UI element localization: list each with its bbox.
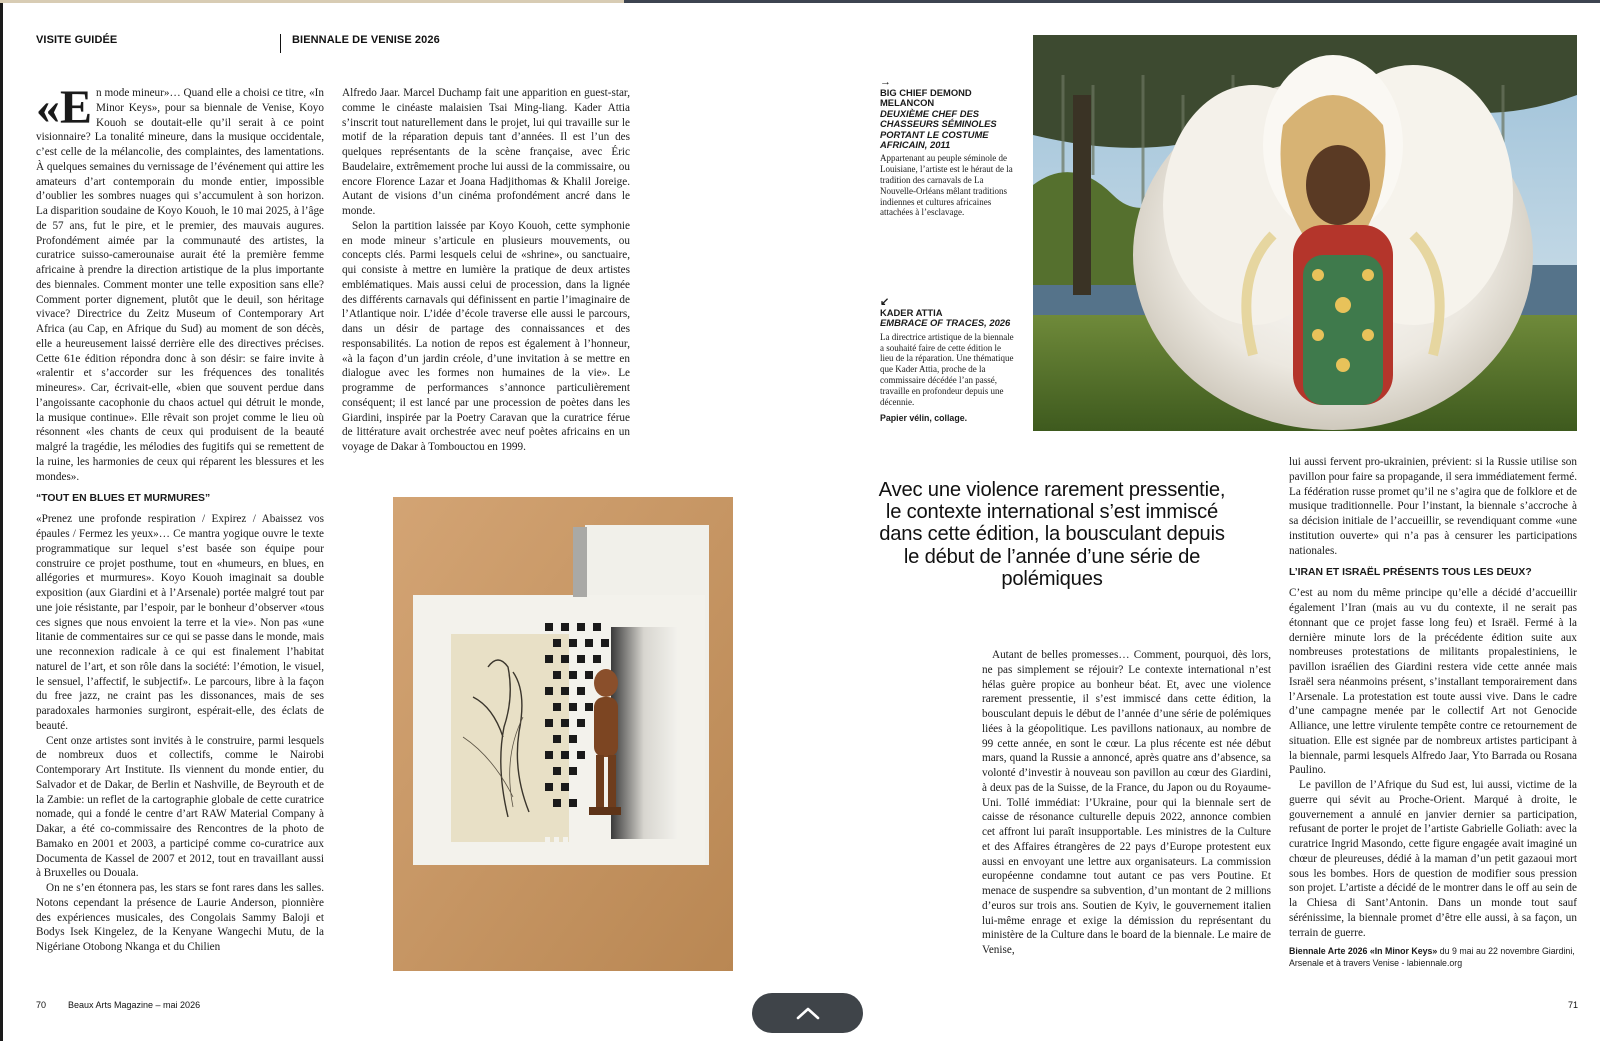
reading-progress-fill: [0, 0, 624, 3]
rubric-divider: [280, 34, 281, 53]
photo-caption: [880, 76, 1014, 218]
arrow-down-left-icon: ↙: [880, 296, 890, 308]
page-edge: [0, 3, 3, 1041]
pull-quote: Avec une violence rarement pressentie, le contexte international s’est immiscé dans cette édition, la bousculant depuis le début de l’année d’une série de polémiques: [878, 479, 1226, 590]
scroll-to-top-button[interactable]: [752, 993, 863, 1033]
carnival-costume-photo: [1033, 35, 1577, 431]
arrow-right-icon: →: [880, 76, 891, 88]
caption-title: DEUXIÈME CHEF DES CHASSEURS SÉMINOLES PORTANT LE COSTUME AFRICAIN, 2011: [880, 107, 997, 151]
reading-progress-bar: [0, 0, 1600, 3]
paragraph: Alfredo Jaar. Marcel Duchamp fait une apparition en guest-star, comme le cinéaste malaisien Tsai Ming-liang. Kader Attia s’inscrit tout naturellement dans le projet, lui qui travaille sur le motif de la réparation depuis tant d’années. Il est l’un des quelques représentants de la scène française, avec Éric Baudelaire, extrêmement proche lui aussi de la commissaire, ou encore Florence Lazar et Joana Hadjithomas & Khalil Joreige. Autant de visions d’un cinéma profondément ancré dans le monde.: [342, 87, 630, 217]
artwork-collage-image: [393, 497, 733, 971]
caption-medium: Papier vélin, collage.: [880, 413, 968, 424]
page-number-right: 71: [1568, 1000, 1579, 1010]
paragraph: On ne s’en étonnera pas, les stars se font rares dans les salles. Notons cependant la présence de Laurie Anderson, pionnière des expériences musicales, des Congolais Sammy Baloji et Bodys Isek Kingelez, de la Kenyane Wangechi Mutu, de la Nigériane Otobong Nkanga et du Chilien: [36, 882, 324, 953]
photo-illustration: [1033, 35, 1577, 431]
article-column-1: [36, 81, 324, 955]
paragraph: C’est au nom du même principe qu’elle a décidé d’accueillir également l’Iran (mais au vu du contexte, il ne serait pas étonnant que ce projet fasse long feu) et Israël. Fermé à la dernière minute lors de la précédente édition suite aux nombreuses protestations de militants propalestiniens, le pavillon israélien des Giardini restera vide cette année mais Israël sera néanmoins présent, s’installant temporairement dans l’Arsenale. La protestation est toute aussi vive. Dans le cadre d’une campagne menée par le collectif Art not Genocide Alliance, une lettre virulente tempête contre ce retournement de situation. Elle est signée par de nombreux artistes participant à la biennale, parmi lesquels Alfredo Jaar, Yto Barrada ou Rosana Paulino.: [1289, 587, 1577, 777]
subheading-iran-israel: L’IRAN ET ISRAËL PRÉSENTS TOUS LES DEUX?: [1289, 567, 1532, 579]
article-column-3: [982, 648, 1271, 958]
subheading-blues: “TOUT EN BLUES ET MURMURES”: [36, 493, 211, 505]
paragraph: «Prenez une profonde respiration / Expirez / Abaissez vos épaules / Fermez les yeux»… Ce mantra yogique ouvre le texte programmatique sur lequel s’est basée son équipe pour construire ce projet posthume, tout en «humeurs, en blues, en allégories et murmures». Koyo Kouoh imaginait sa double exposition (aux Giardini et à l’Arsenale) portée malgré tout par une joie résistante, par l’espoir, par le bonheur d’observer «tous ces signes que nous envoient la terre et la vie». Non pas «une litanie de commentaires sur ce qui se passe dans le monde, mais une reconnexion radicale à ce qui est finalement l’habitat naturel de l’art, et son rôle dans la société: l’émotion, le visuel, le sensuel, l’affectif, le subjectif». Le parcours, libre à la façon du free jazz, ne craint pas les dissonances, mais de ses paradoxales harmonies surgiront, espérait-elle, des éclats de beauté.: [36, 513, 324, 732]
caption-text: Appartenant au peuple séminole de Louisiane, l’artiste est le héraut de la tradition des carnavals de La Nouvelle-Orléans mêlant traditions indiennes et cultures africaines attachées à l’esclavage.: [880, 153, 1013, 218]
collage-caption: [880, 296, 1014, 424]
exhibition-info: Biennale Arte 2026 «In Minor Keys» du 9 mai au 22 novembre Giardini, Arsenale et à travers Venise - labiennale.org: [1289, 946, 1575, 968]
collage-illustration: [393, 497, 733, 971]
paragraph: Autant de belles promesses… Comment, pourquoi, dès lors, ne pas simplement se réjouir? Le contexte international n’est hélas guère propice au bonheur béat. Et, avec une violence rarement pressentie, il s’est immiscé dans cette édition, la bousculant depuis le début de l’année d’une série de polémiques liées à la géopolitique. Les pavillons nationaux, au nombre de 99 cette année, en sont le cœur. La plus récente est née début mars, quand la Russie a annoncé, après quatre ans d’absence, sa volonté d’investir à nouveau son pavillon au cœur des Giardini, à deux pas de la Suisse, de la France, du Japon ou du Royaume-Uni. Tollé immédiat: l’Ukraine, pour qui la biennale sert de caisse de résonance culturelle depuis 2022, annonce combien cet affront lui paraît insupportable. Les ministres de la Culture et des Affaires étrangères de 22 pays d’Europe protestent eux aussi en envoyant une lettre aux organisateurs. La commission européenne condamne tout autant ce pas vers Poutine. Et menace de suspendre sa subvention, d’un montant de 2 millions d’euros sur trois ans. Soutien de Kyiv, le gouvernement italien lui-même enrage et exige la démission du représentant du ministère de la Culture dans le board de la biennale. Le maire de Venise,: [982, 649, 1271, 956]
caption-artist: BIG CHIEF DEMOND MELANCON: [880, 87, 972, 109]
chevron-up-icon: [795, 1005, 821, 1021]
topic-rubric: BIENNALE DE VENISE 2026: [292, 34, 440, 46]
lead-paragraph: «E n mode mineur»… Quand elle a choisi ce titre, «In Minor Keys», pour sa biennale de Venise, Koyo Kouoh se doutait-elle qu’il serait à ce point visionnaire? La tonalité mineure, dans la musique occidentale, c’est celle de la mélancolie, des complaintes, des lamentations. À quelques semaines du vernissage de l’événement qui attire les amateurs d’art contemporain du monde entier, impossible d’oublier les sombres nuages qui s’accumulent à son horizon. La disparition soudaine de Koyo Kouoh, le 10 mai 2025, à l’âge de 57 ans, fut le pire, et le premier, des mauvais augures. Profondément aimée par la communauté des artistes, la curatrice suisso-camerounaise aurait été la première femme africaine à prendre la direction artistique de la plus importante des biennales. Comment monter une telle exposition sans elle? Comment porter dignement, plutôt que le deuil, son héritage vivace? Directrice du Zeitz Museum of Contemporary Art Africa (au Cap, en Afrique du Sud) au moment de son décès, elle a heureusement laissé derrière elle des directives précises. Cette 61e édition répondra donc à son désir: se faire invite à «ralentir et s’accorder sur les fréquences des tonalités mineures». Car, écrivait-elle, «bien que souvent perdue dans l’angoissante cacophonie du chaos actuel qui détruit le monde, la musique continue». Elle rêvait son projet comme le lieu où résonnent «les chants de ceux qui produisent de la beauté malgré la tragédie, les mélodies des fugitifs qui se remettent de la ruine, les harmonies de ceux qui réparent les blessures et les mondes».: [36, 81, 324, 483]
article-column-4: [1289, 455, 1577, 969]
paragraph: Cent onze artistes sont invités à le construire, parmi lesquels de nombreux duos et collectifs, comme le Nairobi Contemporary Art Institute. Ils viennent du monde entier, du Salvador et de Dakar, de Berlin et Nashville, de Beyrouth et de la Zambie: un reflet de la cartographie globale de cette curatrice nomade, qui a fondé le centre d’art RAW Material Company à Dakar, a été co-commissaire des Rencontres de la photo de Bamako en 2001 et 2003, a participé comme co-curatrice aux Documenta de Kassel de 2007 et 2012, tout en travaillant aussi à Bruxelles ou Douala.: [36, 734, 324, 880]
magazine-issue: Beaux Arts Magazine – mai 2026: [68, 1000, 201, 1010]
paragraph: lui aussi fervent pro-ukrainien, prévient: si la Russie utilise son pavillon pour faire sa propagande, il sera immédiatement fermé. La fédération russe promet qu’il ne s’agira que de folklore et de musique traditionnelle. Pour l’instant, la biennale s’accroche à sa décision initiale de l’accueillir, se revendiquant comme «une institution ouverte» qui n’a pas à censurer les participations nationales.: [1289, 456, 1577, 557]
caption-artist: KADER ATTIA: [880, 307, 943, 318]
article-column-2: [342, 86, 630, 455]
caption-text: La directrice artistique de la biennale a souhaité faire de cette édition le lieu de la réparation. Une thématique que Kader Attia, proche de la commissaire décédée l’an passé, travaille en profondeur depuis une décennie.: [880, 331, 1014, 407]
page-number-left: 70: [36, 1000, 47, 1010]
paragraph: Le pavillon de l’Afrique du Sud est, lui aussi, victime de la guerre qui sévit au Proche-Orient. Marqué à droite, le gouvernement a annulé en janvier dernier sa participation, refusant de porter le projet de l’artiste Gabrielle Goliath: avec la curatrice Ingrid Masondo, cette figure engagée avait imaginé un chœur de pleureuses, dédié à la maman d’un petit gazaoui mort sous les bombes. Hors de question de modifier sous pression son projet. L’artiste a décidé de le montrer dans le off au sein de la Chiesa di Sant’Antonin. Dans un monde tout sauf sérénissime, la biennale promet d’être elle aussi, à sa façon, un terrain de guerre.: [1289, 779, 1577, 939]
caption-title: EMBRACE OF TRACES, 2026: [880, 317, 1011, 329]
drop-cap: «E: [36, 81, 93, 134]
section-rubric: VISITE GUIDÉE: [36, 34, 118, 46]
paragraph: Selon la partition laissée par Koyo Kouoh, cette symphonie en mode mineur s’articule en plusieurs mouvements, ou concepts clés. Parmi lesquels celui de «shrine», ou sanctuaire, qui consiste à mettre en lumière la pratique de deux artistes emblématiques. Mais aussi celui de procession, dans la lignée des différents carnavals qui définissent en partie l’imaginaire de l’Atlantique noir. L’idée d’école traverse elle aussi le parcours, dans un désir de partage des connaissances et des responsabilités. La notion de repos est également à l’honneur, «à la façon d’un jardin créole, d’une invitation à se mettre en dialogue avec les formes non humaines de la vie». Le programme de performances s’annonce particulièrement conséquent; il est lancé par une procession de poètes dans les Giardini, inspirée par la Poetry Caravan que la curatrice férue de littérature avait orchestrée avec neuf poètes africains en un voyage de Dakar à Tombouctou en 1999.: [342, 219, 630, 453]
